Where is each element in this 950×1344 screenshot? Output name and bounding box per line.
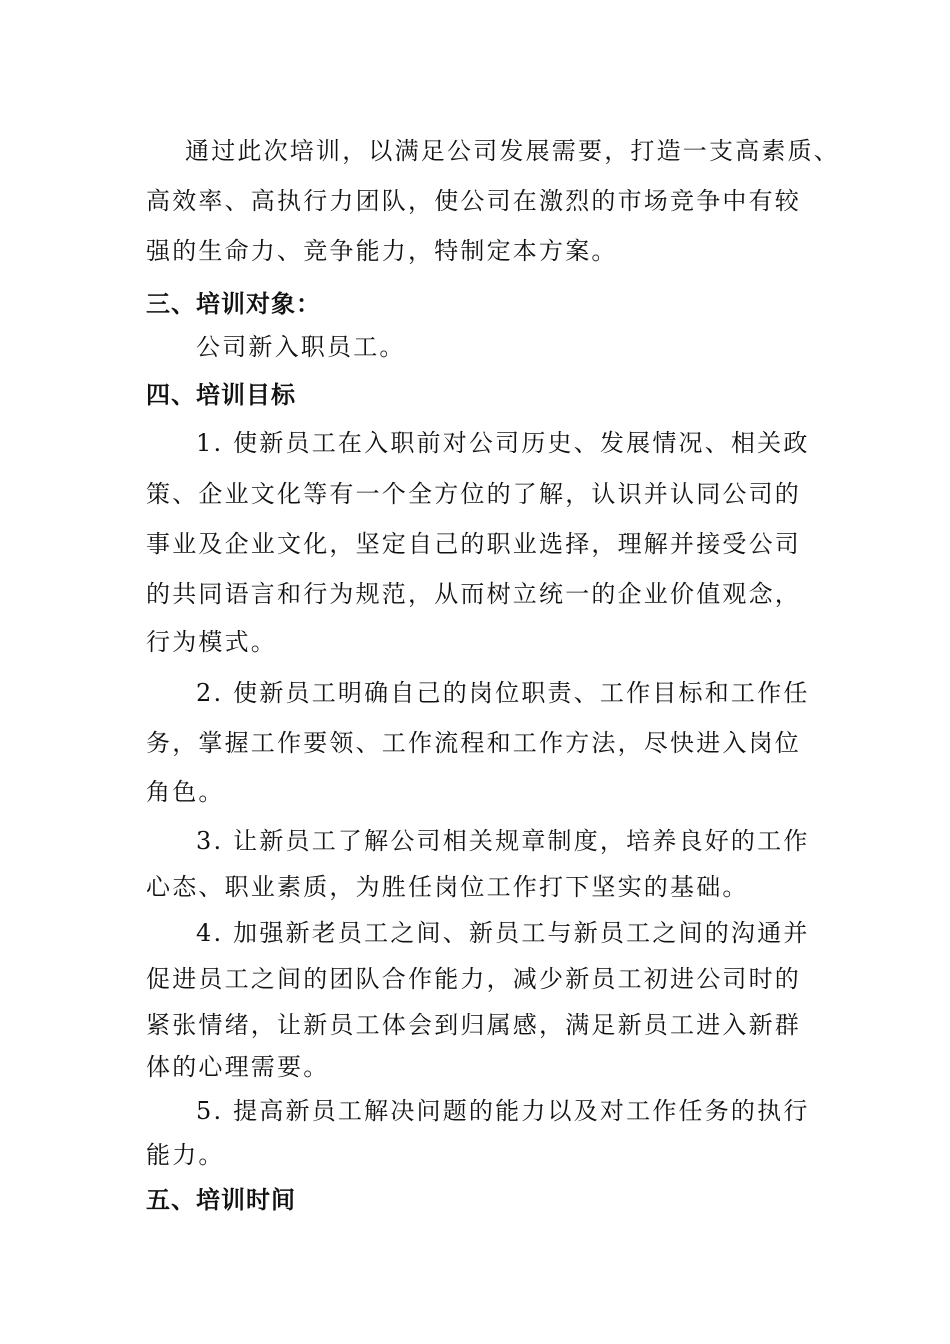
section-3-heading: 三、培训对象： bbox=[146, 290, 321, 318]
section-4-heading: 四、培训目标 bbox=[146, 381, 296, 409]
goal-5-line-1: 5. 提高新员工解决问题的能力以及对工作任务的执行 bbox=[196, 1097, 810, 1125]
goal-4-line-3: 紧张情绪，让新员工体会到归属感，满足新员工进入新群 bbox=[146, 1011, 801, 1039]
goal-1-line-1: 1. 使新员工在入职前对公司历史、发展情况、相关政 bbox=[196, 429, 810, 457]
goal-3-line-2: 心态、职业素质，为胜任岗位工作打下坚实的基础。 bbox=[146, 873, 749, 901]
goal-2-line-1: 2. 使新员工明确自己的岗位职责、工作目标和工作任 bbox=[196, 679, 810, 707]
goal-1-line-4: 的共同语言和行为规范，从而树立统一的企业价值观念， bbox=[146, 580, 801, 608]
goal-5-line-2: 能力。 bbox=[146, 1141, 225, 1169]
intro-line-3: 强的生命力、竞争能力，特制定本方案。 bbox=[146, 237, 618, 265]
goal-1-line-3: 事业及企业文化，坚定自己的职业选择，理解并接受公司 bbox=[146, 530, 801, 558]
goal-4-line-1: 4. 加强新老员工之间、新员工与新员工之间的沟通并 bbox=[196, 919, 810, 947]
section-5-heading: 五、培训时间 bbox=[146, 1186, 296, 1214]
goal-1-line-5: 行为模式。 bbox=[146, 628, 277, 656]
intro-line-2: 高效率、高执行力团队，使公司在激烈的市场竞争中有较 bbox=[146, 187, 801, 215]
goal-2-line-3: 角色。 bbox=[146, 778, 225, 806]
goal-4-line-2: 促进员工之间的团队合作能力，减少新员工初进公司时的 bbox=[146, 965, 801, 993]
section-3-body: 公司新入职员工。 bbox=[196, 333, 406, 361]
goal-4-line-4: 体的心理需要。 bbox=[146, 1053, 330, 1081]
goal-2-line-2: 务，掌握工作要领、工作流程和工作方法，尽快进入岗位 bbox=[146, 729, 801, 757]
intro-line-1: 通过此次培训，以满足公司发展需要，打造一支高素质、 bbox=[185, 137, 840, 165]
goal-3-line-1: 3. 让新员工了解公司相关规章制度，培养良好的工作 bbox=[196, 827, 810, 855]
goal-1-line-2: 策、企业文化等有一个全方位的了解，认识并认同公司的 bbox=[146, 480, 801, 508]
